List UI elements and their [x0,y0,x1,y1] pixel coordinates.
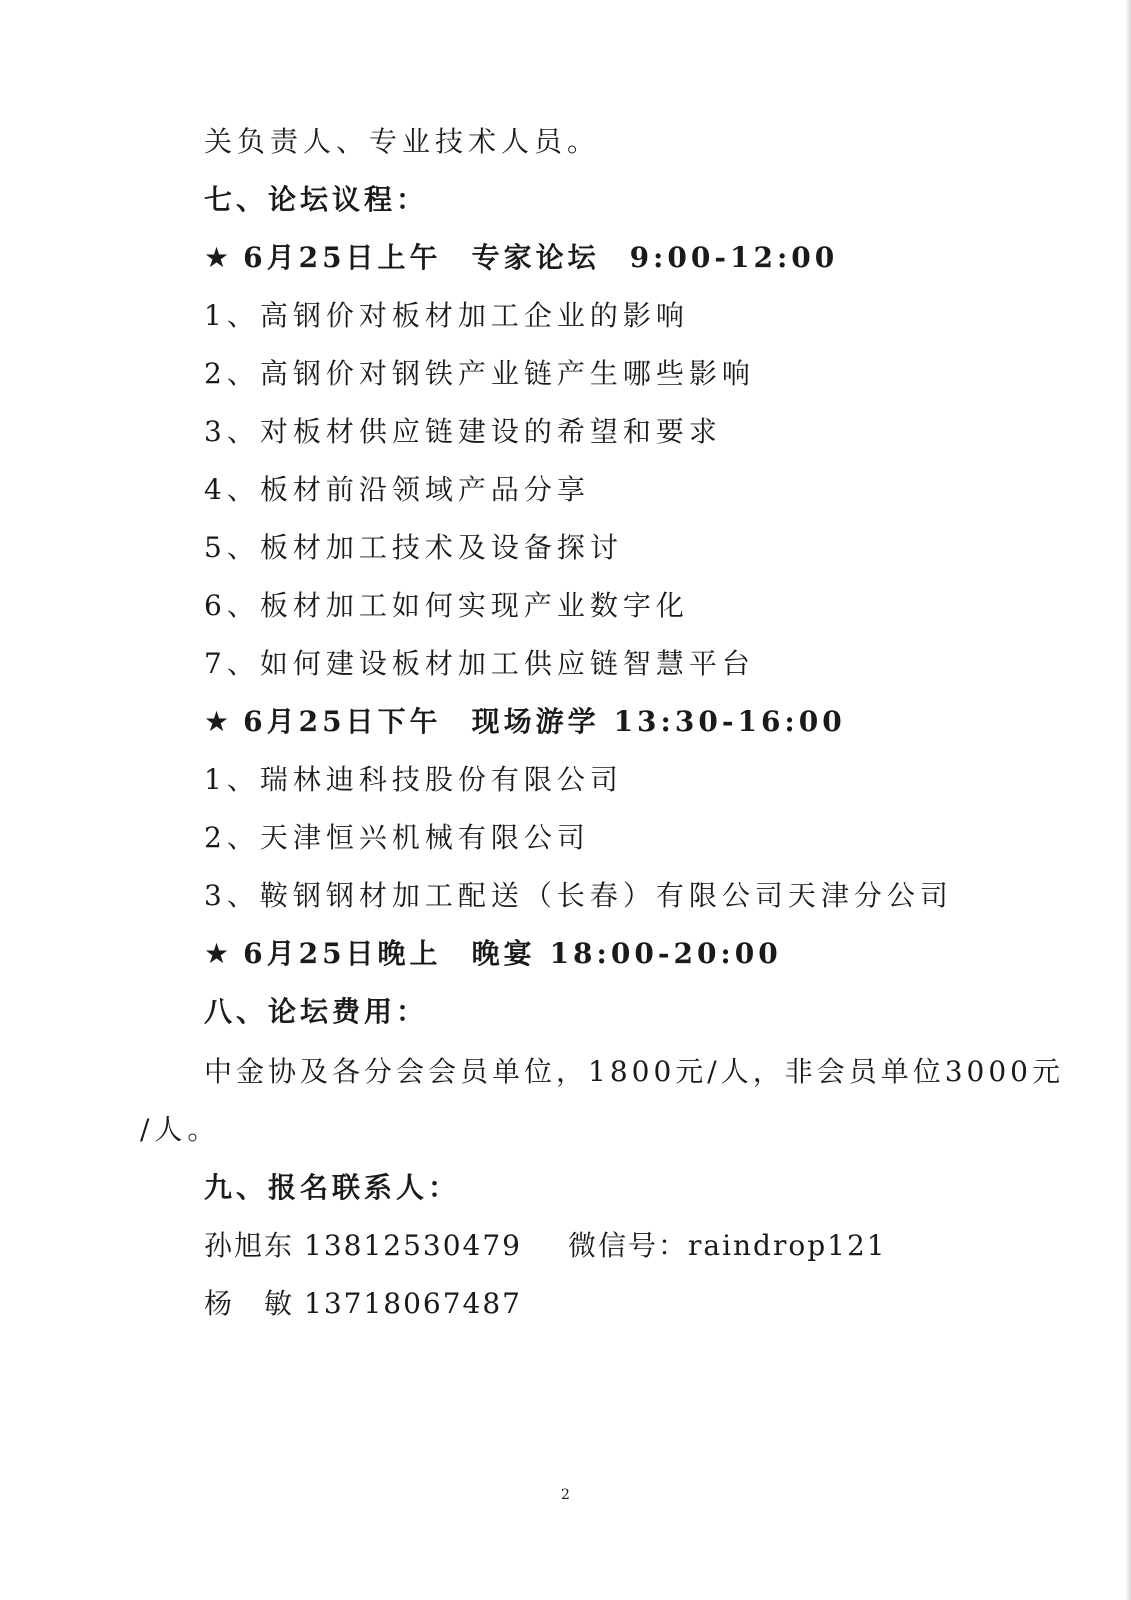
scan-edge-shadow [1125,0,1131,1600]
list-item: 1、瑞林迪科技股份有限公司 [204,763,623,796]
list-item: 7、如何建设板材加工供应链智慧平台 [204,647,755,680]
list-item: 1、高钢价对板材加工企业的影响 [204,299,689,332]
session-morning-heading [204,238,838,278]
session-time: 9:00-12:00 [629,241,839,274]
contact-name: 孙旭东 [204,1229,295,1262]
star-icon: ★ [204,241,234,274]
list-item: 6、板材加工如何实现产业数字化 [204,589,689,622]
fee-text-continued: /人。 [140,1113,221,1146]
contact-phone: 13812530479 [304,1229,522,1262]
session-name: 专家论坛 [471,241,600,274]
session-name: 现场游学 [471,705,600,738]
session-evening-heading [204,934,782,974]
section9-heading: 九、报名联系人： [204,1171,461,1204]
session-name: 晚宴 [471,937,536,970]
page-number: 2 [561,1487,570,1503]
fee-text: 中金协及各分会会员单位，1800元/人，非会员单位3000元 [204,1055,1064,1088]
list-item: 3、鞍钢钢材加工配送（长春）有限公司天津分公司 [204,879,953,912]
list-item: 2、高钢价对钢铁产业链产生哪些影响 [204,357,755,390]
contact-name: 杨 敏 [204,1287,295,1320]
contact-wechat: 微信号：raindrop121 [567,1229,887,1262]
session-day: 6月25日上午 [243,241,442,274]
star-icon: ★ [204,937,234,970]
continuation-text: 关负责人、专业技术人员。 [204,125,601,158]
session-time: 13:30-16:00 [613,705,846,738]
contact-phone: 13718067487 [304,1287,522,1320]
session-day: 6月25日晚上 [243,937,442,970]
section8-heading: 八、论坛费用： [204,995,429,1028]
contact-row [204,1226,887,1266]
star-icon: ★ [204,705,234,738]
list-item: 5、板材加工技术及设备探讨 [204,531,623,564]
contact-row [204,1284,522,1324]
session-time: 18:00-20:00 [549,937,782,970]
list-item: 3、对板材供应链建设的希望和要求 [204,415,722,448]
session-afternoon-heading [204,702,846,742]
session-day: 6月25日下午 [243,705,442,738]
section7-heading: 七、论坛议程： [204,183,429,216]
list-item: 4、板材前沿领域产品分享 [204,473,590,506]
list-item: 2、天津恒兴机械有限公司 [204,821,590,854]
